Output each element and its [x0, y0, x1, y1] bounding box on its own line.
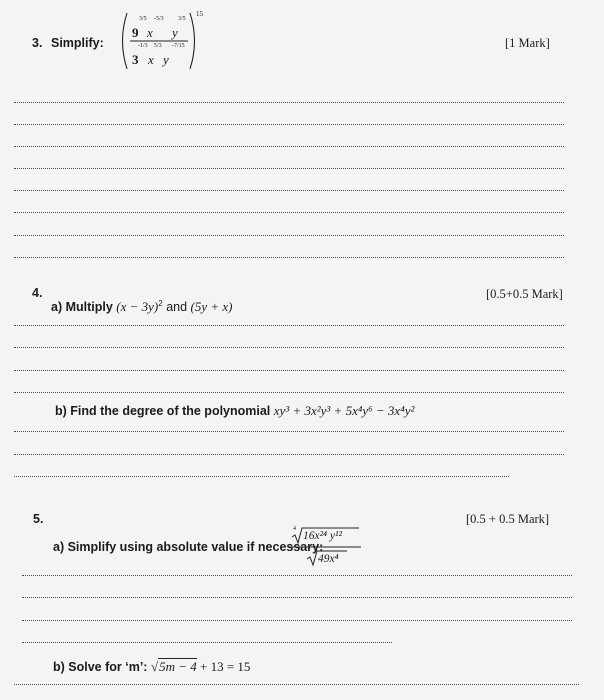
q3-num-exp2: -5/3: [154, 16, 164, 22]
answer-line[interactable]: [14, 257, 564, 258]
q3-num-exp1: 3/5: [139, 16, 147, 22]
answer-line[interactable]: [22, 642, 392, 643]
answer-line[interactable]: [14, 146, 564, 147]
question-4a-label: a) Multiply: [51, 300, 117, 315]
answer-line[interactable]: [14, 168, 564, 169]
q3-den-var2: y: [163, 52, 169, 67]
question-3-expression: [118, 10, 208, 72]
answer-line[interactable]: [14, 476, 509, 477]
q3-num-exp3: 3/5: [178, 16, 186, 22]
answer-line[interactable]: [14, 212, 564, 213]
q3-den-exp2: 5/3: [154, 43, 162, 49]
question-5-mark: [0.5 + 0.5 Mark]: [466, 512, 550, 526]
q5a-root-index: 4: [293, 526, 296, 532]
answer-line[interactable]: [14, 684, 579, 685]
question-4a-and: and: [162, 300, 191, 315]
question-4a: [51, 299, 233, 315]
q3-num-base: 9: [132, 25, 139, 40]
answer-line[interactable]: [22, 597, 572, 598]
answer-line[interactable]: [14, 431, 564, 432]
q5a-numerator: 16x²⁴ y¹²: [303, 530, 342, 542]
question-4b-label: b) Find the degree of the polynomial: [55, 404, 274, 418]
q3-den-var1: x: [148, 52, 154, 67]
answer-line[interactable]: [14, 235, 564, 236]
answer-line[interactable]: [22, 575, 572, 576]
q3-den-exp3: -7/15: [172, 43, 185, 49]
question-5a-label: a) Simplify using absolute value if necessary:: [53, 540, 324, 554]
answer-line[interactable]: [14, 124, 564, 125]
question-4-number: 4.: [32, 286, 43, 300]
question-3-mark: [1 Mark]: [505, 36, 550, 50]
answer-line[interactable]: [22, 620, 572, 621]
q3-num-var1: x: [147, 25, 153, 40]
answer-line[interactable]: [14, 370, 564, 371]
question-5a-expression: [287, 526, 367, 568]
answer-line[interactable]: [14, 325, 564, 326]
question-5b-radicand: 5m − 4: [159, 659, 197, 674]
answer-line[interactable]: [14, 102, 564, 103]
question-5-number: 5.: [33, 512, 44, 526]
question-4a-exp: 2: [158, 299, 163, 308]
q3-den-exp1: -1/3: [138, 43, 148, 49]
q3-num-var2: y: [172, 25, 178, 40]
question-5b-label: b) Solve for ‘m’:: [53, 660, 151, 674]
question-3-label: Simplify:: [51, 36, 104, 50]
answer-line[interactable]: [14, 190, 564, 191]
question-5b-rest: + 13 = 15: [196, 659, 251, 674]
question-4a-expr2: (5y + x): [190, 299, 233, 315]
question-4b: [55, 403, 414, 419]
question-5b-radical: √5m − 4 + 13 = 15: [150, 659, 251, 674]
q3-den-base: 3: [132, 52, 139, 67]
question-4a-expr1: (x − 3y): [116, 299, 159, 315]
question-4b-expr: xy³ + 3x²y³ + 5x⁴y⁶ − 3x⁴y²: [273, 403, 415, 418]
question-3-number: 3.: [32, 36, 43, 50]
q3-outer-power: 15: [196, 10, 203, 18]
q5a-denominator: 49x⁴: [318, 553, 339, 565]
question-5b: [53, 658, 250, 675]
answer-line[interactable]: [14, 347, 564, 348]
question-4-mark: [0.5+0.5 Mark]: [486, 287, 563, 301]
answer-line[interactable]: [14, 392, 564, 393]
answer-line[interactable]: [14, 454, 564, 455]
